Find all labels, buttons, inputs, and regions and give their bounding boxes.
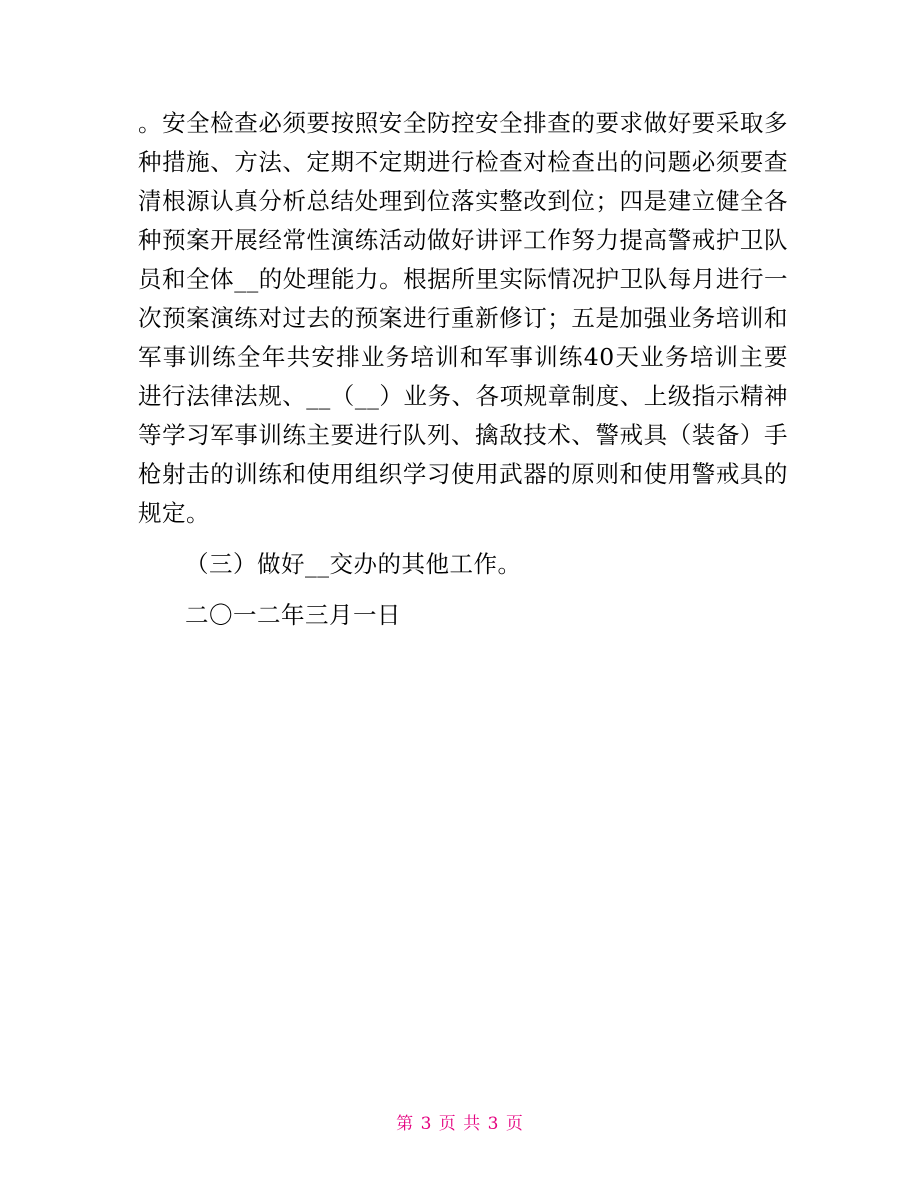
document-date: 二〇一二年三月一日: [185, 601, 401, 629]
body-paragraph: 。安全检查必须要按照安全防控安全排查的要求做好要采取多种措施、方法、定期不定期进行检查对检查出的问题必须要查清根源认真分析总结处理到位落实整改到位；四是建立健全各种预案开展经常性演练活动做好讲评工作努力提高警戒护卫队员和全体__的处理能力。根据所里实际情况护卫队每月进行一次预案演练对过去的预案进行重新修订；五是加强业务培训和军事训练全年共安排业务培训和军事训练40天业务培训主要进行法律法规、__（__）业务、各项规章制度、上级指示精神等学习军事训练主要进行队列、擒敌技术、警戒具（装备）手枪射击的训练和使用组织学习使用武器的原则和使用警戒具的规定。: [138, 109, 788, 527]
task-item-paragraph: （三）做好__交办的其他工作。: [185, 550, 522, 578]
page-number-footer: 第 3 页 共 3 页: [396, 1114, 524, 1134]
document-body: [138, 104, 788, 635]
